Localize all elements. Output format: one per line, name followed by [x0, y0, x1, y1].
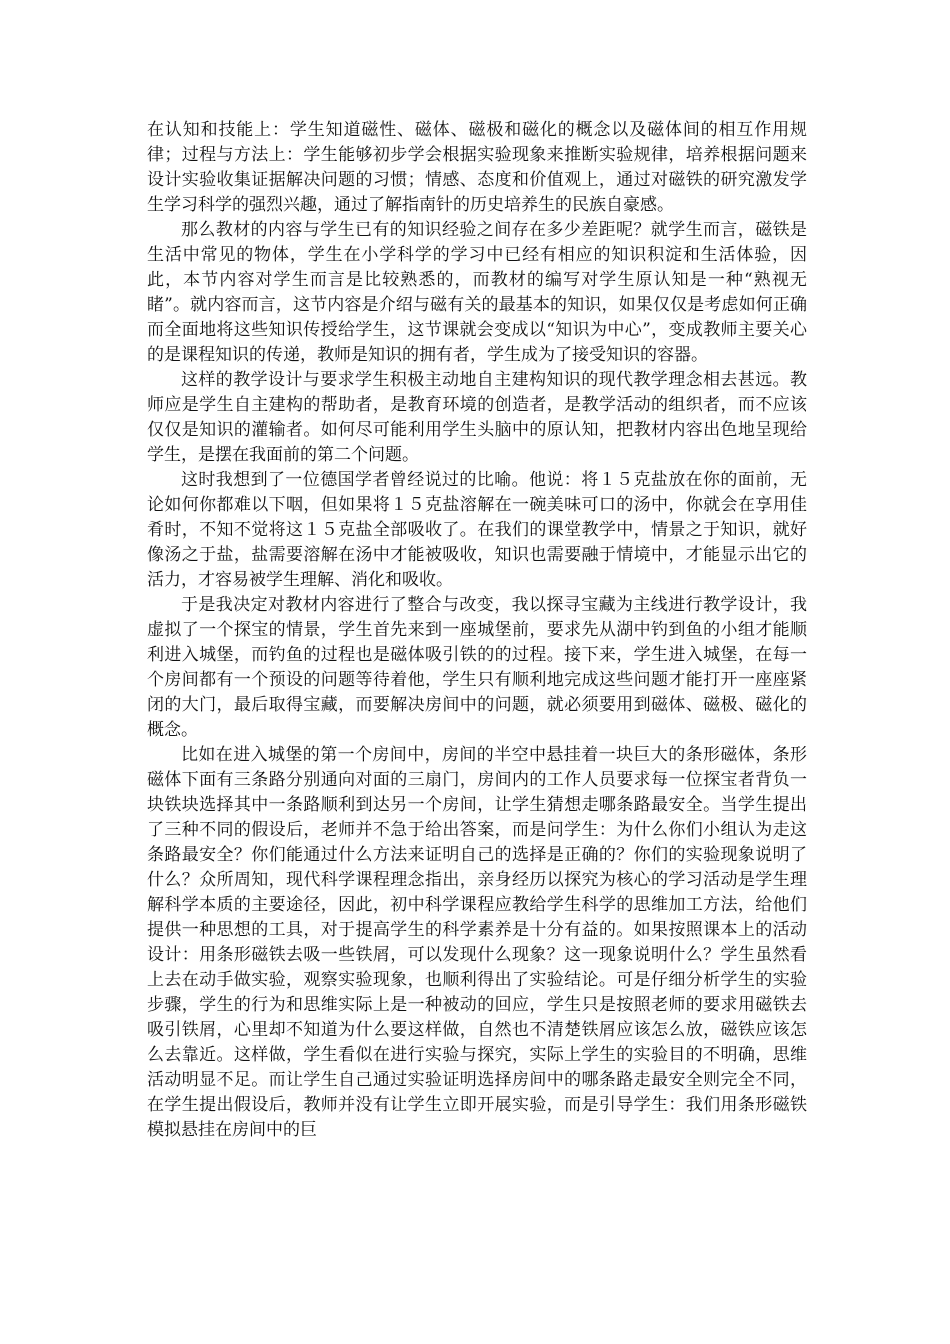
paragraph-treasure-design: 于是我决定对教材内容进行了整合与改变，我以探寻宝藏为主线进行教学设计，我虚拟了一个探宝的情景，学生首先来到一座城堡前，要求先从湖中钓到鱼的小组才能顺利进入城堡，而钓鱼的过程也是磁体吸引铁的的过程。接下来，学生进入城堡，在每一个房间都有一个预设的问题等待着他，学生只有顺利地完成这些问题才能打开一座座紧闭的大门，最后取得宝藏，而要解决房间中的问题，就必须要用到磁体、磁极、磁化的概念。: [147, 595, 807, 740]
paragraph-salt-metaphor: 这时我想到了一位德国学者曾经说过的比喻。他说：将１５克盐放在你的面前，无论如何你都难以下咽，但如果将１５克盐溶解在一碗美味可口的汤中，你就会在享用佳肴时，不知不觉将这１５克盐全部吸收了。在我们的课堂教学中，情景之于知识，就好像汤之于盐，盐需要溶解在汤中才能被吸收，知识也需要融于情境中，才能显示出它的活力，才容易被学生理解、消化和吸收。: [147, 470, 807, 590]
paragraph-learning-goals: 在认知和技能上：学生知道磁性、磁体、磁极和磁化的概念以及磁体间的相互作用规律；过程与方法上：学生能够初步学会根据实验现象来推断实验规律，培养根据问题来设计实验收集证据解决问题的习惯；情感、态度和价值观上，通过对磁铁的研究激发学生学习科学的强烈兴趣，通过了解指南针的历史培养生的民族自豪感。: [147, 120, 807, 215]
paragraph-first-room-example: 比如在进入城堡的第一个房间中，房间的半空中悬挂着一块巨大的条形磁体，条形磁体下面有三条路分别通向对面的三扇门，房间内的工作人员要求每一位探宝者背负一块铁块选择其中一条路顺利到达另一个房间，让学生猜想走哪条路最安全。当学生提出了三种不同的假设后，老师并不急于给出答案，而是问学生：为什么你们小组认为走这条路最安全？你们能通过什么方法来证明自己的选择是正确的？你们的实验现象说明了什么？众所周知，现代科学课程理念指出，亲身经历以探究为核心的学习活动是学生理解科学本质的主要途径，因此，初中科学课程应教给学生科学的思维加工方法，给他们提供一种思想的工具，对于提高学生的科学素养是十分有益的。如果按照课本上的活动设计：用条形磁铁去吸一些铁屑，可以发现什么现象？这一现象说明什么？学生虽然看上去在动手做实验，观察实验现象，也顺利得出了实验结论。可是仔细分析学生的实验步骤，学生的行为和思维实际上是一种被动的回应，学生只是按照老师的要求用磁铁去吸引铁屑，心里却不知道为什么要这样做，自然也不清楚铁屑应该怎么放，磁铁应该怎么去靠近。这样做，学生看似在进行实验与探究，实际上学生的实验目的不明确，思维活动明显不足。而让学生自己通过实验证明选择房间中的哪条路走最安全则完全不同，在学生提出假设后，教师并没有让学生立即开展实验，而是引导学生：我们用条形磁铁模拟悬挂在房间中的巨: [147, 745, 807, 1140]
paragraph-teaching-concept: 这样的教学设计与要求学生积极主动地自主建构知识的现代教学理念相去甚远。教师应是学生自主建构的帮助者，是教育环境的创造者，是教学活动的组织者，而不应该仅仅是知识的灌输者。如何尽可能利用学生头脑中的原认知，把教材内容出色地呈现给学生，是摆在我面前的第二个问题。: [147, 370, 807, 465]
paragraph-knowledge-gap: 那么教材的内容与学生已有的知识经验之间存在多少差距呢？就学生而言，磁铁是生活中常见的物体，学生在小学科学的学习中已经有相应的知识积淀和生活体验，因此，本节内容对学生而言是比较熟悉的，而教材的编写对学生原认知是一种“熟视无睹”。就内容而言，这节内容是介绍与磁有关的最基本的知识，如果仅仅是考虑如何正确而全面地将这些知识传授给学生，这节课就会变成以“知识为中心”，变成教师主要关心的是课程知识的传递，教师是知识的拥有者，学生成为了接受知识的容器。: [147, 220, 807, 365]
document-body: [147, 118, 807, 1143]
